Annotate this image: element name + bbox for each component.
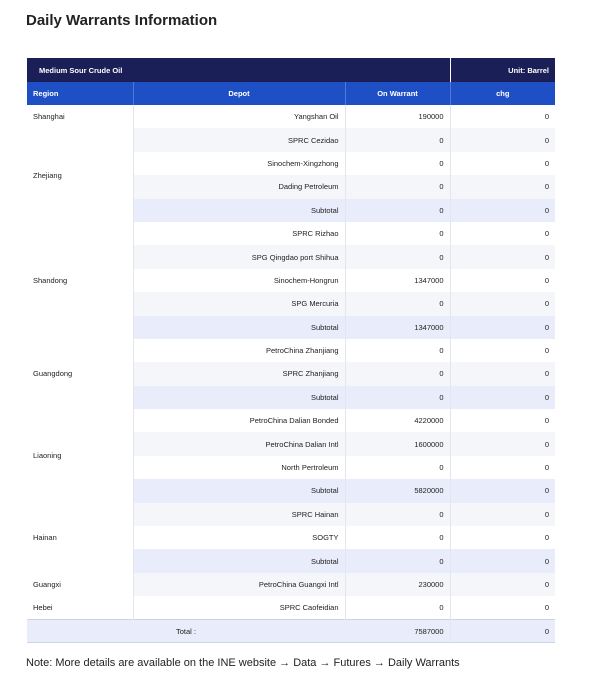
chg-cell: 0 (450, 503, 555, 526)
depot-cell: SPG Mercuria (133, 292, 345, 315)
table-row (27, 222, 555, 245)
warrants-table-container (27, 58, 555, 643)
depot-cell: SPRC Rizhao (133, 222, 345, 245)
chg-cell: 0 (450, 573, 555, 596)
chg-cell: 0 (544, 275, 550, 285)
table-row (27, 128, 555, 151)
chg-cell: 0 (450, 549, 555, 572)
chg-cell: 0 (450, 292, 555, 315)
on-warrant-cell: 0 (345, 386, 450, 409)
on-warrant-cell: 0 (345, 526, 450, 549)
table-row (27, 105, 555, 128)
on-warrant-cell: 5820000 (345, 479, 450, 502)
region-cell: Hainan (27, 503, 133, 573)
on-warrant-cell: 0 (345, 292, 450, 315)
chg-cell: 0 (450, 479, 555, 502)
on-warrant-cell: 0 (345, 549, 450, 572)
on-warrant-cell: 0 (345, 503, 450, 526)
chg-cell: 0 (450, 199, 555, 222)
on-warrant-cell: 1347000 (345, 269, 450, 292)
warrants-table (27, 58, 555, 643)
table-body (27, 105, 555, 643)
chg-cell: 0 (544, 229, 550, 239)
chg-cell: 0 (544, 533, 550, 543)
table-row (27, 339, 555, 362)
depot-cell: PetroChina Zhanjiang (133, 339, 345, 362)
table-band (27, 58, 555, 82)
chg-cell: 0 (450, 175, 555, 198)
on-warrant-cell: 0 (345, 456, 450, 479)
page-title: Daily Warrants Information (26, 12, 218, 29)
chg-cell: 0 (450, 316, 555, 339)
chg-cell: 0 (544, 603, 550, 613)
region-cell: Hebei (27, 596, 133, 619)
on-warrant-cell: 0 (345, 152, 450, 175)
on-warrant-cell: 0 (345, 362, 450, 385)
depot-cell: PetroChina Dalian Bonded (133, 409, 345, 432)
depot-cell: SPRC Zhanjiang (133, 362, 345, 385)
on-warrant-cell: 4220000 (345, 409, 450, 432)
depot-cell: Subtotal (133, 316, 345, 339)
chg-cell: 0 (544, 346, 550, 356)
region-cell: Shanghai (27, 105, 133, 128)
table-row (27, 409, 555, 432)
region-cell: Guangdong (27, 339, 133, 409)
on-warrant-cell: 1347000 (345, 316, 450, 339)
column-header-region: Region (27, 82, 133, 105)
on-warrant-cell: 0 (345, 596, 450, 619)
depot-cell: PetroChina Guangxi Intl (133, 573, 345, 596)
depot-cell: PetroChina Dalian Intl (133, 432, 345, 455)
unit-label: Unit: Barrel (450, 58, 555, 82)
on-warrant-cell: 190000 (345, 105, 450, 128)
chg-cell: 0 (450, 362, 555, 385)
on-warrant-cell: 1600000 (345, 432, 450, 455)
chg-cell: 0 (544, 112, 550, 122)
region-cell: Liaoning (27, 409, 133, 503)
table-row (27, 573, 555, 596)
chg-cell: 0 (450, 432, 555, 455)
region-cell: Zhejiang (27, 128, 133, 222)
total-on-warrant: 7587000 (345, 620, 450, 643)
depot-cell: Subtotal (133, 549, 345, 572)
commodity-label: Medium Sour Crude Oil (27, 58, 450, 82)
depot-cell: Sinochem-Xingzhong (133, 152, 345, 175)
on-warrant-cell: 230000 (345, 573, 450, 596)
on-warrant-cell: 0 (345, 175, 450, 198)
footer-note: Note: More details are available on the INE website → Data → Futures → Daily Warrants (26, 657, 460, 669)
chg-cell: 0 (544, 416, 550, 426)
depot-cell: SPRC Hainan (133, 503, 345, 526)
depot-cell: Sinochem-Hongrun (133, 269, 345, 292)
total-row (27, 620, 555, 643)
depot-cell: SPRC Caofeidian (133, 596, 345, 619)
depot-cell: North Pertroleum (133, 456, 345, 479)
depot-cell: Subtotal (133, 479, 345, 502)
table-row (27, 503, 555, 526)
depot-cell: Yangshan Oil (133, 105, 345, 128)
depot-cell: SPRC Cezidao (133, 128, 345, 151)
on-warrant-cell: 0 (345, 222, 450, 245)
chg-cell: 0 (544, 158, 550, 168)
table-header-row (27, 82, 555, 105)
region-cell: Shandong (27, 222, 133, 339)
column-header-chg: chg (450, 82, 555, 105)
column-header-depot: Depot (133, 82, 345, 105)
on-warrant-cell: 0 (345, 199, 450, 222)
depot-cell: Subtotal (133, 386, 345, 409)
on-warrant-cell: 0 (345, 128, 450, 151)
chg-cell: 0 (450, 245, 555, 268)
total-label: Total : (27, 620, 345, 643)
depot-cell: SPG Qingdao port Shihua (133, 245, 345, 268)
chg-cell: 0 (450, 128, 555, 151)
depot-cell: SOGTY (133, 526, 345, 549)
region-cell: Guangxi (27, 573, 133, 596)
depot-cell: Subtotal (133, 199, 345, 222)
chg-cell: 0 (450, 386, 555, 409)
chg-cell: 0 (544, 463, 550, 473)
column-header-on-warrant: On Warrant (345, 82, 450, 105)
total-chg: 0 (450, 620, 555, 643)
depot-cell: Dading Petroleum (133, 175, 345, 198)
on-warrant-cell: 0 (345, 245, 450, 268)
on-warrant-cell: 0 (345, 339, 450, 362)
table-row (27, 596, 555, 619)
